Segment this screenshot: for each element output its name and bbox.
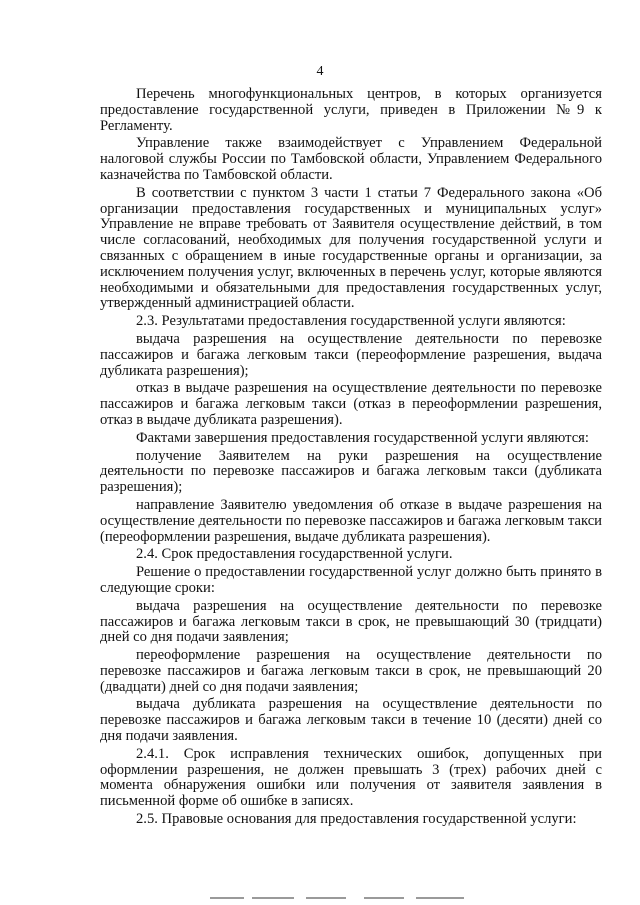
- paragraph-section-2-4-heading: 2.4. Срок предоставления государственной услуги.: [136, 546, 453, 563]
- paragraph-section-2-4-1: 2.4.1. Срок исправления технических ошибок, допущенных при оформлении разрешения, не должен превышать 3 (трех) рабочих дней с момента обнаружения ошибки или получения от заявителя заявления в письменной форме об ошибке в записях.: [100, 745, 602, 810]
- scan-artifact: [306, 897, 346, 899]
- paragraph-term-issuance: выдача разрешения на осуществление деятельности по перевозке пассажиров и багажа легковым такси в срок, не превышающий 30 (тридцати) дней со дня подачи заявления;: [100, 597, 602, 646]
- paragraph-result-issuance: выдача разрешения на осуществление деятельности по перевозке пассажиров и багажа легковым такси (переоформление разрешения, выдача дубликата разрешения);: [100, 330, 602, 379]
- scan-artifact: [210, 897, 244, 899]
- paragraph-section-2-3-heading: 2.3. Результатами предоставления государственной услуги являются:: [136, 313, 566, 330]
- paragraph-completion-notice: направление Заявителю уведомления об отказе в выдаче разрешения на осуществление деятельности по перевозке пассажиров и багажа легковым такси (переоформлении разрешения, выдаче дубликата разрешения).: [100, 496, 602, 545]
- paragraph-section-2-5-heading: 2.5. Правовые основания для предоставления государственной услуги:: [136, 811, 577, 828]
- scan-artifact: [364, 897, 404, 899]
- paragraph-result-refusal: отказ в выдаче разрешения на осуществление деятельности по перевозке пассажиров и багажа легковым такси (отказ в переоформлении разрешения, отказ в выдаче дубликата разрешения).: [100, 380, 602, 428]
- paragraph-completion-receipt: получение Заявителем на руки разрешения на осуществление деятельности по перевозке пассажиров и багажа легковым такси (дубликата разрешения);: [100, 447, 602, 496]
- scan-artifact: [252, 897, 294, 899]
- scan-artifact: [416, 897, 464, 899]
- paragraph-term-duplicate: выдача дубликата разрешения на осуществление деятельности по перевозке пассажиров и багажа легковым такси в течение 10 (десяти) дней со дня подачи заявления.: [100, 696, 602, 745]
- paragraph-interaction: Управление также взаимодействует с Управлением Федеральной налоговой службы России по Тамбовской области, Управлением Федерального казначейства по Тамбовской области.: [100, 135, 602, 183]
- document-body: [100, 87, 602, 828]
- paragraph-federal-law: В соответствии с пунктом 3 части 1 статьи 7 Федерального закона «Об организации предоставления государственных и муниципальных услуг» Управление не вправе требовать от Заявителя осуществление действий, в том числе согласований, необходимых для получения государственной услуги и связанных с обращением в иные государственные органы и организации, за исключением получения услуг, включенных в перечень услуг, которые являются необходимыми и обязательными для предоставления государственных услуг, утвержденный администрацией области.: [100, 184, 602, 312]
- paragraph-mfc-list: Перечень многофункциональных центров, в которых организуется предоставление государственной услуги, приведен в Приложении №9 к Регламенту.: [100, 86, 602, 134]
- page-number: 4: [316, 64, 324, 79]
- paragraph-completion-facts: Фактами завершения предоставления государственной услуги являются:: [136, 429, 589, 446]
- paragraph-term-reissue: переоформление разрешения на осуществление деятельности по перевозке пассажиров и багажа легковым такси в срок, не превышающий 20 (двадцати) дней со дня подачи заявления;: [100, 647, 602, 695]
- paragraph-decision-terms: Решение о предоставлении государственной услуг должно быть принято в следующие сроки:: [100, 564, 602, 596]
